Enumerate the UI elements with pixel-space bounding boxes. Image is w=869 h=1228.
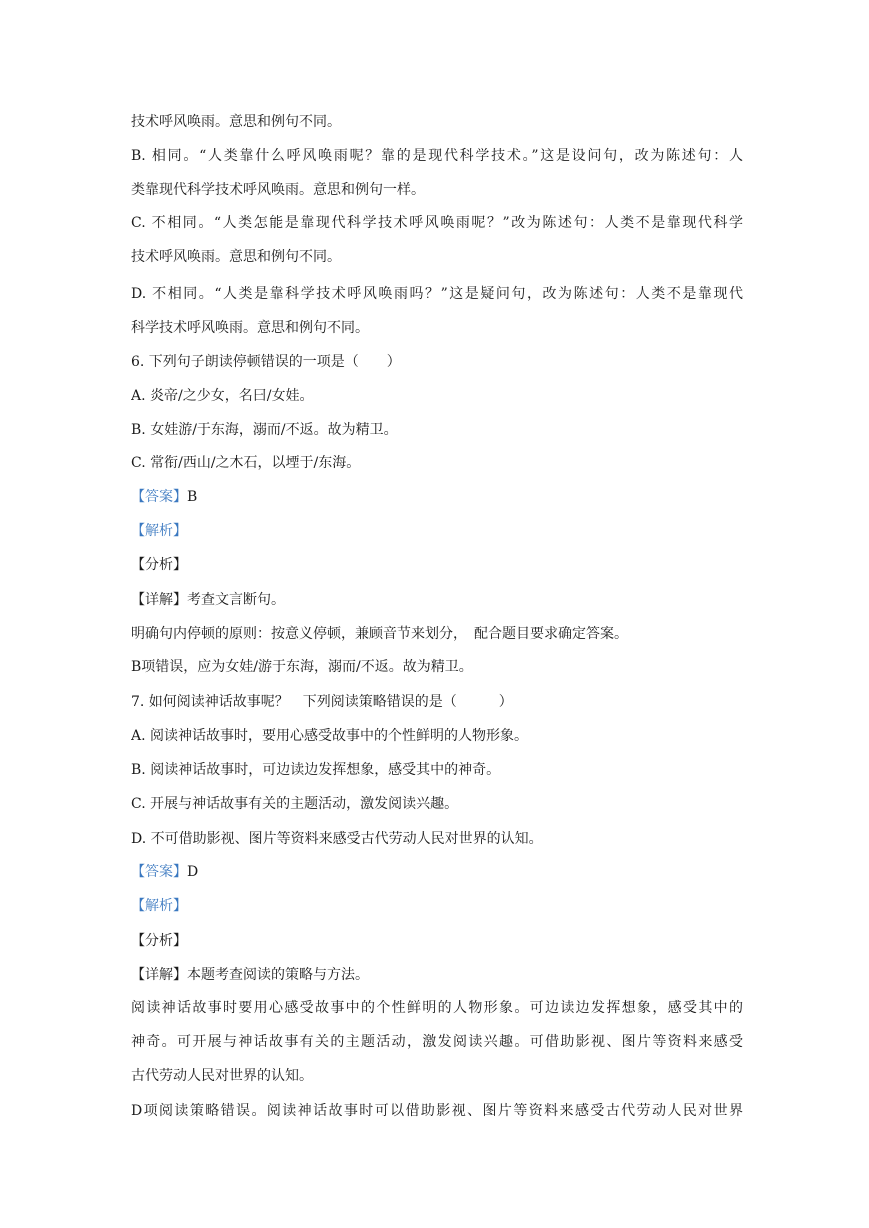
detail-label: 【详解】 (131, 967, 187, 983)
option-d-line-2: 科学技术呼风唤雨。意思和例句不同。 (131, 320, 369, 336)
answer-label: 【答案】 (131, 489, 187, 505)
question-6-option-b: B. 女娃游/于东海，溺而/不返。故为精卫。 (131, 422, 398, 438)
option-d-line-1: D. 不相同。“人类是靠科学技术呼风唤雨吗？”这是疑问句，改为陈述句：人类不是靠现代 (131, 286, 743, 302)
question-7-option-d: D. 不可借助影视、图片等资料来感受古代劳动人民对世界的认知。 (131, 831, 543, 847)
question-7-stem: 7. 如何阅读神话故事呢？ 下列阅读策略错误的是（ ） (131, 694, 513, 710)
paragraph-line: 技术呼风唤雨。意思和例句不同。 (131, 114, 341, 130)
question-6-detail (131, 590, 743, 610)
question-6-option-a: A. 炎帝/之少女，名曰/女娃。 (131, 388, 314, 404)
question-7-detail (131, 965, 743, 985)
question-6-answer (131, 487, 743, 507)
question-7-conclusion-line: D项阅读策略错误。阅读神话故事时可以借助影视、图片等资料来感受古代劳动人民对世界 (131, 1103, 743, 1119)
option-c-line-1: C. 不相同。“人类怎能是靠现代科学技术呼风唤雨呢？”改为陈述句：人类不是靠现代科学 (131, 215, 743, 231)
question-7-analysis-label: 【解析】 (131, 898, 187, 914)
question-7-option-a: A. 阅读神话故事时，要用心感受故事中的个性鲜明的人物形象。 (131, 728, 529, 744)
detail-label: 【详解】 (131, 592, 187, 608)
question-7-explanation-line-2: 神奇。可开展与神话故事有关的主题活动，激发阅读兴趣。可借助影视、图片等资料来感受 (131, 1034, 743, 1050)
question-7-explanation-line-3: 古代劳动人民对世界的认知。 (131, 1068, 313, 1084)
answer-label: 【答案】 (131, 864, 187, 880)
answer-value: B (187, 489, 198, 505)
question-7-fenxi-label: 【分析】 (131, 933, 187, 949)
option-b-line-2: 类靠现代科学技术呼风唤雨。意思和例句一样。 (131, 182, 425, 198)
detail-text: 本题考查阅读的策略与方法。 (187, 967, 369, 983)
option-c-line-2: 技术呼风唤雨。意思和例句不同。 (131, 249, 341, 265)
question-6-analysis-label: 【解析】 (131, 523, 187, 539)
question-6-fenxi-label: 【分析】 (131, 557, 187, 573)
question-6-explanation-1: 明确句内停顿的原则：按意义停顿，兼顾音节来划分， 配合题目要求确定答案。 (131, 626, 628, 642)
question-6-option-c: C. 常衔/西山/之木石，以堙于/东海。 (131, 455, 361, 471)
question-7-option-b: B. 阅读神话故事时，可边读边发挥想象，感受其中的神奇。 (131, 762, 501, 778)
answer-value: D (187, 864, 199, 880)
question-6-stem: 6. 下列句子朗读停顿错误的一项是（ ） (131, 354, 401, 370)
question-7-answer (131, 862, 743, 882)
option-b-line-1: B. 相同。“人类靠什么呼风唤雨呢？靠的是现代科学技术。”这是设问句，改为陈述句：人 (131, 148, 743, 164)
question-6-explanation-2: B项错误，应为女娃/游于东海，溺而/不返。故为精卫。 (131, 659, 473, 675)
question-7-option-c: C. 开展与神话故事有关的主题活动，激发阅读兴趣。 (131, 796, 459, 812)
detail-text: 考查文言断句。 (187, 592, 285, 608)
question-7-explanation-line-1: 阅读神话故事时要用心感受故事中的个性鲜明的人物形象。可边读边发挥想象，感受其中的 (131, 1000, 743, 1016)
